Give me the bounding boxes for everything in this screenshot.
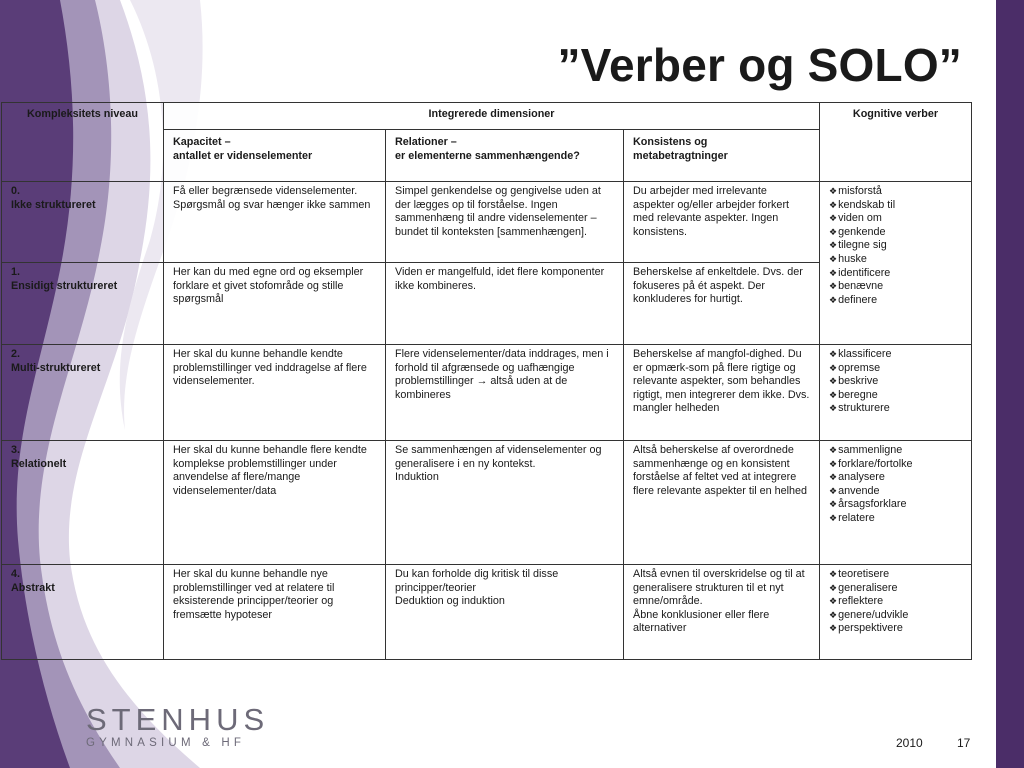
consistency-cell: Beherskelse af enkeltdele. Dvs. der fokuseres på ét aspekt. Der konkluderes for hurtigt.	[624, 263, 820, 345]
footer-year: 2010	[896, 736, 923, 750]
level-number: 0.	[11, 185, 21, 197]
slide-title: ”Verber og SOLO”	[557, 39, 962, 91]
verb-item: ❖ genere/udvikle	[829, 609, 962, 623]
verb-item: ❖ huske	[829, 253, 962, 267]
verb-item: ❖ sammenligne	[829, 444, 962, 458]
verb-item: ❖ analysere	[829, 471, 962, 485]
relations-cell: Flere videnselementer/data inddrages, men i forhold til afgrænsede og uafhængige problemstillinger → altså uden at de kombineres	[386, 345, 624, 441]
level-number: 4.	[11, 568, 21, 580]
verbs-cell	[820, 345, 972, 441]
consistency-cell: Altså evnen til overskridelse og til at generalisere strukturen til et nyt emne/område. Åbne konklusioner eller flere alternativer	[624, 565, 820, 660]
verb-item: ❖ forklare/fortolke	[829, 458, 962, 472]
verb-item: ❖ reflektere	[829, 595, 962, 609]
verb-item: ❖ klassificere	[829, 348, 962, 362]
relations-cell: Se sammenhængen af videnselementer og generalisere i en ny kontekst. Induktion	[386, 441, 624, 565]
level-cell	[2, 345, 164, 441]
verb-item: ❖ generalisere	[829, 582, 962, 596]
right-edge-strip	[996, 0, 1024, 768]
level-name: Abstrakt	[11, 581, 55, 594]
verb-item: ❖ strukturere	[829, 402, 962, 416]
verb-item: ❖ beregne	[829, 389, 962, 403]
logo-name: STENHUS	[86, 702, 270, 737]
table-row	[2, 441, 972, 565]
level-cell	[2, 182, 164, 263]
verb-item: ❖ beskrive	[829, 375, 962, 389]
verbs-cell	[820, 565, 972, 660]
level-name: Ensidigt struktureret	[11, 279, 118, 292]
subheader-capacity: Kapacitet – antallet er videnselementer	[164, 130, 386, 182]
verb-item: ❖ definere	[829, 294, 962, 308]
verb-item: ❖ kendskab til	[829, 199, 962, 213]
level-number: 2.	[11, 348, 21, 360]
verb-item: ❖ benævne	[829, 280, 962, 294]
level-cell	[2, 263, 164, 345]
footer-page-number: 17	[957, 736, 971, 750]
level-name: Ikke struktureret	[11, 198, 96, 211]
capacity-cell: Her skal du kunne behandle flere kendte komplekse problemstillinger under anvendelse af flere/mange videnselementer/data	[164, 441, 386, 565]
verb-item: ❖ teoretisere	[829, 568, 962, 582]
consistency-cell: Du arbejder med irrelevante aspekter og/eller arbejder forkert med relevante aspekter. Ingen konsistens.	[624, 182, 820, 263]
level-number: 1.	[11, 266, 21, 278]
header-cognitive-verbs: Kognitive verber	[820, 103, 972, 182]
level-cell	[2, 565, 164, 660]
capacity-cell: Her kan du med egne ord og eksempler forklare et givet stofområde og stille spørgsmål	[164, 263, 386, 345]
table-header-row	[2, 103, 972, 130]
relations-cell: Du kan forholde dig kritisk til disse principper/teorier Deduktion og induktion	[386, 565, 624, 660]
table-row	[2, 565, 972, 660]
verb-item: ❖ perspektivere	[829, 622, 962, 636]
relations-cell: Viden er mangelfuld, idet flere komponenter ikke kombineres.	[386, 263, 624, 345]
subheader-consistency: Konsistens og metabetragtninger	[624, 130, 820, 182]
verb-item: ❖ tilegne sig	[829, 239, 962, 253]
solo-verbs-table	[1, 102, 972, 660]
verb-item: ❖ misforstå	[829, 185, 962, 199]
verb-item: ❖ relatere	[829, 512, 962, 526]
capacity-cell: Her skal du kunne behandle nye problemstillinger ved at relatere til eksisterende principper/teorier og fremsætte hypoteser	[164, 565, 386, 660]
table-row	[2, 345, 972, 441]
verb-item: ❖ identificere	[829, 267, 962, 281]
capacity-cell: Her skal du kunne behandle kendte problemstillinger ved inddragelse af flere videnselementer.	[164, 345, 386, 441]
verb-item: ❖ anvende	[829, 485, 962, 499]
verbs-cell	[820, 182, 972, 345]
subheader-relations: Relationer – er elementerne sammenhængende?	[386, 130, 624, 182]
header-integrated-dimensions: Integrerede dimensioner	[164, 103, 820, 130]
consistency-cell: Beherskelse af mangfol-dighed. Du er opmærk-som på flere rigtige og relevante aspekter, som behandles rigtigt, men integrerer dem ikke. Dvs. mangler helheden	[624, 345, 820, 441]
verbs-cell	[820, 441, 972, 565]
capacity-cell: Få eller begrænsede videnselementer. Spørgsmål og svar hænger ikke sammen	[164, 182, 386, 263]
level-number: 3.	[11, 444, 21, 456]
school-logo	[86, 704, 269, 749]
verb-item: ❖ opremse	[829, 362, 962, 376]
level-cell	[2, 441, 164, 565]
logo-subtitle: GYMNASIUM & HF	[86, 737, 246, 749]
verb-item: ❖ viden om	[829, 212, 962, 226]
relations-cell: Simpel genkendelse og gengivelse uden at der lægges op til forståelse. Ingen sammenhæng til andre videnselementer – bundet til konteksten [sammenhængen].	[386, 182, 624, 263]
verb-item: ❖ årsagsforklare	[829, 498, 962, 512]
level-name: Relationelt	[11, 457, 67, 470]
header-complexity-level: Kompleksitets niveau	[2, 103, 164, 182]
level-name: Multi-struktureret	[11, 361, 101, 374]
consistency-cell: Altså beherskelse af overordnede sammenhænge og en konsistent forståelse af feltet ved at integrere flere relevante aspekter til en helhed	[624, 441, 820, 565]
verb-item: ❖ genkende	[829, 226, 962, 240]
table-row	[2, 182, 972, 263]
